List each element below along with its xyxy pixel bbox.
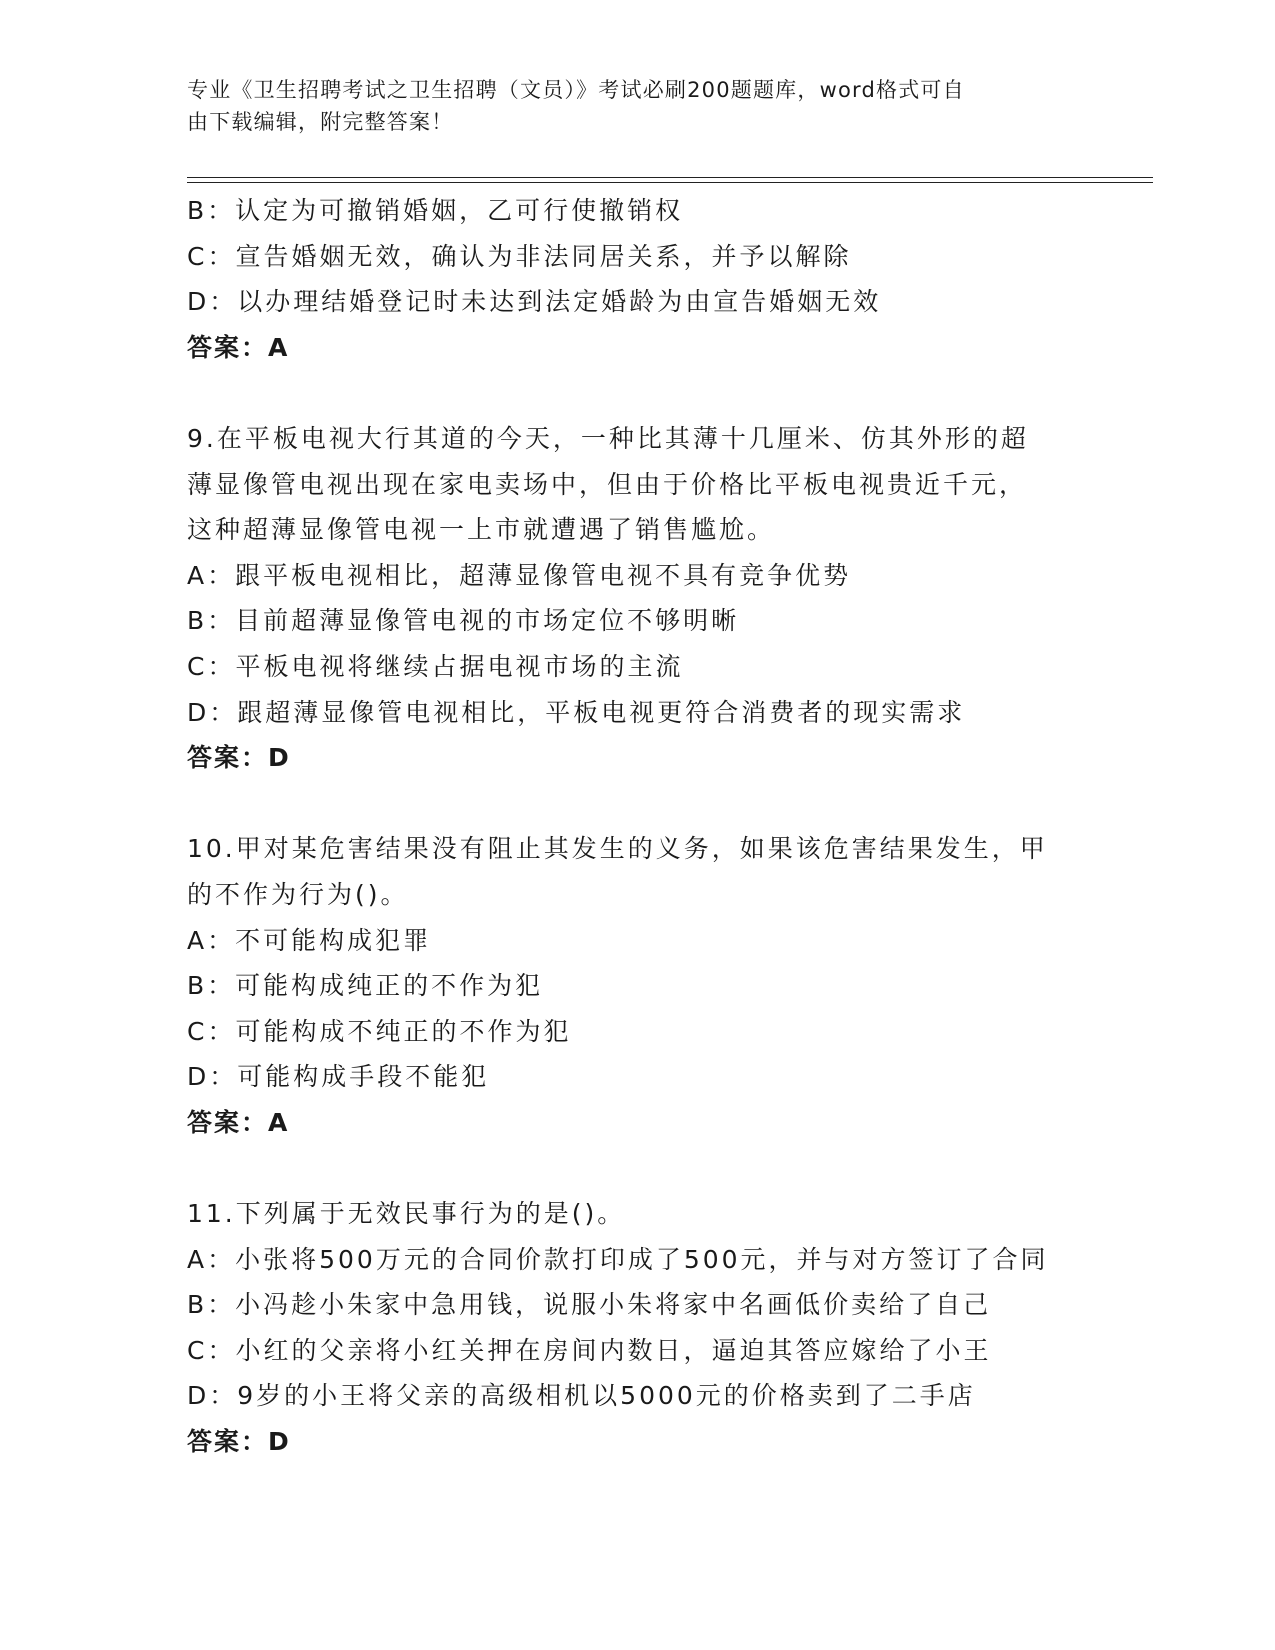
option-b: B：认定为可撤销婚姻，乙可行使撤销权: [187, 196, 684, 225]
option-d: D：以办理结婚登记时未达到法定婚龄为由宣告婚姻无效: [187, 287, 882, 317]
option-b: B：小冯趁小朱家中急用钱，说服小朱将家中名画低价卖给了自己: [187, 1290, 992, 1320]
spacer: [187, 1145, 1087, 1191]
header-title-line-2: 由下载编辑，附完整答案！: [187, 110, 454, 134]
question-10-block: [187, 826, 1087, 1145]
option-c: C：小红的父亲将小红关押在房间内数日，逼迫其答应嫁给了小王: [187, 1335, 992, 1365]
answer-line: 答案：D: [187, 1427, 291, 1457]
question-stem-line: 这种超薄显像管电视一上市就遭遇了销售尴尬。: [187, 515, 776, 545]
option-a: A：不可能构成犯罪: [187, 925, 432, 955]
question-stem-line: 薄显像管电视出现在家电卖场中，但由于价格比平板电视贵近千元，: [187, 469, 1028, 499]
question-stem-line: 11.下列属于无效民事行为的是()。: [187, 1199, 626, 1229]
answer-line: 答案：A: [187, 1107, 290, 1137]
spacer: [187, 370, 1087, 416]
option-c: C：平板电视将继续占据电视市场的主流: [187, 651, 684, 681]
document-header: [187, 74, 1067, 138]
header-divider-top: [187, 177, 1153, 178]
answer-line: 答案：D: [187, 743, 291, 773]
header-title-line-1: 专业《卫生招聘考试之卫生招聘（文员）》考试必刷200题题库，word格式可自: [187, 78, 965, 102]
prev-question-block: [187, 188, 1087, 370]
option-c: C：宣告婚姻无效，确认为非法同居关系，并予以解除: [187, 241, 852, 271]
question-list: [187, 188, 1087, 1465]
option-b: B：可能构成纯正的不作为犯: [187, 971, 544, 1001]
question-stem-line: 的不作为行为()。: [187, 879, 409, 909]
question-9-block: [187, 416, 1087, 781]
question-stem-line: 9.在平板电视大行其道的今天，一种比其薄十几厘米、仿其外形的超: [187, 423, 1029, 453]
option-d: D：可能构成手段不能犯: [187, 1062, 490, 1092]
option-b: B：目前超薄显像管电视的市场定位不够明晰: [187, 606, 740, 636]
header-divider-bottom: [187, 182, 1153, 183]
option-d: D：9岁的小王将父亲的高级相机以5000元的价格卖到了二手店: [187, 1381, 976, 1411]
answer-line: 答案：A: [187, 332, 290, 362]
option-a: A：小张将500万元的合同价款打印成了500元，并与对方签订了合同: [187, 1244, 1049, 1274]
spacer: [187, 781, 1087, 827]
question-stem-line: 10.甲对某危害结果没有阻止其发生的义务，如果该危害结果发生，甲: [187, 834, 1048, 864]
option-a: A：跟平板电视相比，超薄显像管电视不具有竞争优势: [187, 560, 852, 590]
option-d: D：跟超薄显像管电视相比，平板电视更符合消费者的现实需求: [187, 697, 966, 727]
option-c: C：可能构成不纯正的不作为犯: [187, 1016, 572, 1046]
question-11-block: [187, 1191, 1087, 1465]
